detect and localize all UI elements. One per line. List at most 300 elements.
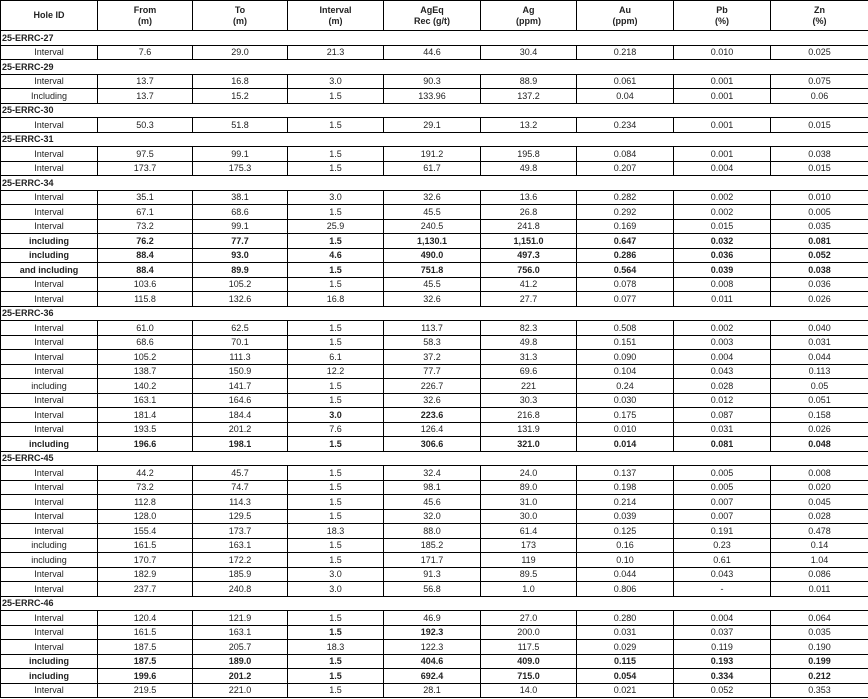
cell-from: 50.3 — [98, 118, 193, 133]
cell-au: 0.031 — [577, 625, 674, 640]
cell-pb: 0.015 — [674, 219, 771, 234]
cell-ageq: 751.8 — [384, 263, 481, 278]
cell-interval: 3.0 — [288, 190, 384, 205]
cell-au: 0.234 — [577, 118, 674, 133]
cell-from: 73.2 — [98, 480, 193, 495]
cell-to: 185.9 — [193, 567, 288, 582]
cell-zn: 0.015 — [771, 161, 868, 176]
cell-ag: 241.8 — [481, 219, 577, 234]
cell-interval: 1.5 — [288, 495, 384, 510]
cell-from: 163.1 — [98, 393, 193, 408]
cell-pb: 0.119 — [674, 640, 771, 655]
cell-to: 51.8 — [193, 118, 288, 133]
cell-pb: 0.028 — [674, 379, 771, 394]
hole-id-row — [1, 31, 868, 46]
cell-au: 0.044 — [577, 567, 674, 582]
cell-type: Interval — [1, 480, 98, 495]
cell-au: 0.10 — [577, 553, 674, 568]
cell-from: 76.2 — [98, 234, 193, 249]
cell-au: 0.207 — [577, 161, 674, 176]
cell-ageq: 223.6 — [384, 408, 481, 423]
cell-from: 170.7 — [98, 553, 193, 568]
cell-au: 0.010 — [577, 422, 674, 437]
cell-interval: 4.6 — [288, 248, 384, 263]
header-au — [577, 1, 674, 31]
table-row — [1, 248, 868, 263]
header-title: To — [234, 4, 246, 15]
cell-ag: 69.6 — [481, 364, 577, 379]
cell-from: 88.4 — [98, 263, 193, 278]
header-unit: (ppm) — [612, 15, 638, 26]
cell-zn: 0.075 — [771, 74, 868, 89]
cell-au: 0.039 — [577, 509, 674, 524]
cell-type: Interval — [1, 640, 98, 655]
cell-pb: 0.010 — [674, 45, 771, 60]
cell-type: including — [1, 437, 98, 452]
cell-zn: 0.081 — [771, 234, 868, 249]
cell-ageq: 32.6 — [384, 292, 481, 307]
header-title: From — [133, 4, 157, 15]
cell-interval: 25.9 — [288, 219, 384, 234]
cell-zn: 0.353 — [771, 683, 868, 698]
cell-ageq: 56.8 — [384, 582, 481, 597]
cell-au: 0.292 — [577, 205, 674, 220]
cell-type: Interval — [1, 422, 98, 437]
table-row — [1, 466, 868, 481]
cell-ag: 30.4 — [481, 45, 577, 60]
table-row — [1, 335, 868, 350]
cell-type: Interval — [1, 74, 98, 89]
cell-pb: 0.004 — [674, 350, 771, 365]
cell-type: Interval — [1, 625, 98, 640]
cell-interval: 3.0 — [288, 582, 384, 597]
header-unit: (m) — [328, 15, 343, 26]
cell-type: Interval — [1, 277, 98, 292]
cell-to: 89.9 — [193, 263, 288, 278]
cell-to: 163.1 — [193, 538, 288, 553]
cell-type: Interval — [1, 292, 98, 307]
cell-to: 15.2 — [193, 89, 288, 104]
hole-id-label: 25-ERRC-30 — [1, 103, 868, 118]
cell-ag: 119 — [481, 553, 577, 568]
cell-interval: 1.5 — [288, 538, 384, 553]
cell-zn: 0.113 — [771, 364, 868, 379]
cell-to: 70.1 — [193, 335, 288, 350]
hole-id-label: 25-ERRC-45 — [1, 451, 868, 466]
cell-zn: 0.011 — [771, 582, 868, 597]
cell-type: including — [1, 654, 98, 669]
cell-type: Interval — [1, 321, 98, 336]
cell-interval: 1.5 — [288, 437, 384, 452]
table-row — [1, 480, 868, 495]
cell-to: 121.9 — [193, 611, 288, 626]
cell-zn: 0.190 — [771, 640, 868, 655]
cell-zn: 1.04 — [771, 553, 868, 568]
header-row — [1, 1, 868, 31]
cell-ageq: 91.3 — [384, 567, 481, 582]
cell-to: 68.6 — [193, 205, 288, 220]
cell-ag: 137.2 — [481, 89, 577, 104]
cell-type: including — [1, 234, 98, 249]
cell-ag: 61.4 — [481, 524, 577, 539]
cell-from: 182.9 — [98, 567, 193, 582]
cell-interval: 1.5 — [288, 379, 384, 394]
table-row — [1, 74, 868, 89]
header-title: Au — [619, 4, 631, 15]
cell-pb: 0.052 — [674, 683, 771, 698]
cell-ageq: 90.3 — [384, 74, 481, 89]
cell-ageq: 306.6 — [384, 437, 481, 452]
cell-type: Interval — [1, 219, 98, 234]
cell-au: 0.24 — [577, 379, 674, 394]
cell-interval: 1.5 — [288, 335, 384, 350]
cell-ag: 27.0 — [481, 611, 577, 626]
cell-ageq: 61.7 — [384, 161, 481, 176]
cell-from: 88.4 — [98, 248, 193, 263]
cell-to: 99.1 — [193, 219, 288, 234]
header-ag — [481, 1, 577, 31]
cell-ag: 31.3 — [481, 350, 577, 365]
cell-ageq: 77.7 — [384, 364, 481, 379]
cell-zn: 0.010 — [771, 190, 868, 205]
cell-interval: 1.5 — [288, 466, 384, 481]
cell-type: Interval — [1, 495, 98, 510]
cell-pb: 0.043 — [674, 567, 771, 582]
cell-from: 181.4 — [98, 408, 193, 423]
cell-interval: 1.5 — [288, 234, 384, 249]
table-row — [1, 524, 868, 539]
cell-type: Interval — [1, 364, 98, 379]
cell-to: 29.0 — [193, 45, 288, 60]
header-pb — [674, 1, 771, 31]
cell-type: Interval — [1, 45, 98, 60]
cell-au: 0.078 — [577, 277, 674, 292]
cell-ageq: 126.4 — [384, 422, 481, 437]
cell-ageq: 37.2 — [384, 350, 481, 365]
cell-au: 0.104 — [577, 364, 674, 379]
cell-zn: 0.038 — [771, 147, 868, 162]
cell-ag: 89.5 — [481, 567, 577, 582]
cell-from: 193.5 — [98, 422, 193, 437]
cell-to: 173.7 — [193, 524, 288, 539]
cell-type: Interval — [1, 190, 98, 205]
cell-interval: 1.5 — [288, 393, 384, 408]
cell-interval: 1.5 — [288, 277, 384, 292]
cell-ag: 82.3 — [481, 321, 577, 336]
table-row — [1, 379, 868, 394]
cell-type: Interval — [1, 524, 98, 539]
cell-ag: 715.0 — [481, 669, 577, 684]
hole-id-row — [1, 451, 868, 466]
cell-ag: 409.0 — [481, 654, 577, 669]
cell-au: 0.151 — [577, 335, 674, 350]
cell-ag: 24.0 — [481, 466, 577, 481]
table-row — [1, 45, 868, 60]
table-row — [1, 683, 868, 698]
cell-pb: - — [674, 582, 771, 597]
cell-zn: 0.051 — [771, 393, 868, 408]
cell-zn: 0.045 — [771, 495, 868, 510]
table-row — [1, 582, 868, 597]
cell-to: 150.9 — [193, 364, 288, 379]
cell-zn: 0.06 — [771, 89, 868, 104]
cell-au: 0.16 — [577, 538, 674, 553]
table-row — [1, 234, 868, 249]
header-unit: (%) — [715, 15, 729, 26]
cell-au: 0.090 — [577, 350, 674, 365]
cell-pb: 0.039 — [674, 263, 771, 278]
cell-pb: 0.011 — [674, 292, 771, 307]
cell-from: 187.5 — [98, 640, 193, 655]
hole-id-label: 25-ERRC-34 — [1, 176, 868, 191]
table-row — [1, 611, 868, 626]
cell-pb: 0.007 — [674, 509, 771, 524]
table-row — [1, 277, 868, 292]
cell-type: Interval — [1, 350, 98, 365]
cell-ag: 756.0 — [481, 263, 577, 278]
cell-from: 7.6 — [98, 45, 193, 60]
cell-from: 97.5 — [98, 147, 193, 162]
cell-to: 99.1 — [193, 147, 288, 162]
cell-from: 199.6 — [98, 669, 193, 684]
cell-au: 0.286 — [577, 248, 674, 263]
cell-ageq: 45.5 — [384, 277, 481, 292]
header-title: Interval — [319, 4, 352, 15]
header-title: Pb — [716, 4, 728, 15]
cell-pb: 0.007 — [674, 495, 771, 510]
cell-from: 173.7 — [98, 161, 193, 176]
cell-type: and including — [1, 263, 98, 278]
table-row — [1, 538, 868, 553]
header-to — [193, 1, 288, 31]
header-unit: (%) — [812, 15, 827, 26]
cell-type: Interval — [1, 161, 98, 176]
cell-to: 93.0 — [193, 248, 288, 263]
cell-from: 44.2 — [98, 466, 193, 481]
cell-interval: 1.5 — [288, 147, 384, 162]
cell-from: 73.2 — [98, 219, 193, 234]
cell-ageq: 29.1 — [384, 118, 481, 133]
cell-interval: 3.0 — [288, 408, 384, 423]
table-row — [1, 89, 868, 104]
cell-type: including — [1, 553, 98, 568]
cell-ag: 89.0 — [481, 480, 577, 495]
header-title: Zn — [814, 4, 825, 15]
cell-ag: 117.5 — [481, 640, 577, 655]
cell-to: 74.7 — [193, 480, 288, 495]
cell-au: 0.175 — [577, 408, 674, 423]
cell-ageq: 185.2 — [384, 538, 481, 553]
cell-zn: 0.015 — [771, 118, 868, 133]
cell-zn: 0.020 — [771, 480, 868, 495]
cell-au: 0.198 — [577, 480, 674, 495]
cell-interval: 6.1 — [288, 350, 384, 365]
cell-au: 0.115 — [577, 654, 674, 669]
cell-ageq: 404.6 — [384, 654, 481, 669]
cell-zn: 0.044 — [771, 350, 868, 365]
cell-ag: 131.9 — [481, 422, 577, 437]
cell-zn: 0.035 — [771, 625, 868, 640]
hole-id-label: 25-ERRC-27 — [1, 31, 868, 46]
cell-ageq: 171.7 — [384, 553, 481, 568]
cell-to: 198.1 — [193, 437, 288, 452]
cell-type: Including — [1, 89, 98, 104]
cell-au: 0.125 — [577, 524, 674, 539]
cell-interval: 16.8 — [288, 292, 384, 307]
cell-from: 67.1 — [98, 205, 193, 220]
cell-interval: 1.5 — [288, 118, 384, 133]
table-row — [1, 364, 868, 379]
cell-type: Interval — [1, 509, 98, 524]
cell-pb: 0.003 — [674, 335, 771, 350]
cell-interval: 18.3 — [288, 524, 384, 539]
cell-ag: 13.6 — [481, 190, 577, 205]
cell-to: 111.3 — [193, 350, 288, 365]
cell-from: 35.1 — [98, 190, 193, 205]
cell-ag: 200.0 — [481, 625, 577, 640]
cell-interval: 1.5 — [288, 161, 384, 176]
cell-ageq: 192.3 — [384, 625, 481, 640]
cell-au: 0.282 — [577, 190, 674, 205]
cell-ageq: 240.5 — [384, 219, 481, 234]
cell-ag: 173 — [481, 538, 577, 553]
header-from — [98, 1, 193, 31]
header-title: Ag — [522, 4, 535, 15]
cell-type: Interval — [1, 408, 98, 423]
cell-zn: 0.086 — [771, 567, 868, 582]
cell-pb: 0.61 — [674, 553, 771, 568]
cell-ag: 41.2 — [481, 277, 577, 292]
cell-ag: 30.3 — [481, 393, 577, 408]
cell-to: 201.2 — [193, 422, 288, 437]
cell-type: Interval — [1, 205, 98, 220]
cell-zn: 0.052 — [771, 248, 868, 263]
cell-interval: 21.3 — [288, 45, 384, 60]
hole-id-label: 25-ERRC-29 — [1, 60, 868, 75]
cell-pb: 0.037 — [674, 625, 771, 640]
hole-id-row — [1, 60, 868, 75]
cell-ag: 321.0 — [481, 437, 577, 452]
cell-type: Interval — [1, 567, 98, 582]
header-hole-id — [1, 1, 98, 31]
cell-from: 13.7 — [98, 89, 193, 104]
cell-zn: 0.028 — [771, 509, 868, 524]
table-row — [1, 321, 868, 336]
cell-ageq: 98.1 — [384, 480, 481, 495]
table-row — [1, 408, 868, 423]
cell-au: 0.061 — [577, 74, 674, 89]
cell-interval: 7.6 — [288, 422, 384, 437]
header-ageq — [384, 1, 481, 31]
cell-from: 128.0 — [98, 509, 193, 524]
table-row — [1, 567, 868, 582]
cell-zn: 0.005 — [771, 205, 868, 220]
cell-ageq: 32.6 — [384, 190, 481, 205]
hole-id-label: 25-ERRC-36 — [1, 306, 868, 321]
cell-zn: 0.14 — [771, 538, 868, 553]
cell-ageq: 32.0 — [384, 509, 481, 524]
cell-interval: 1.5 — [288, 480, 384, 495]
cell-pb: 0.012 — [674, 393, 771, 408]
cell-to: 132.6 — [193, 292, 288, 307]
cell-zn: 0.478 — [771, 524, 868, 539]
cell-interval: 1.5 — [288, 683, 384, 698]
cell-au: 0.280 — [577, 611, 674, 626]
cell-from: 112.8 — [98, 495, 193, 510]
cell-ag: 13.2 — [481, 118, 577, 133]
cell-to: 77.7 — [193, 234, 288, 249]
cell-au: 0.214 — [577, 495, 674, 510]
cell-ageq: 28.1 — [384, 683, 481, 698]
cell-ageq: 490.0 — [384, 248, 481, 263]
cell-au: 0.029 — [577, 640, 674, 655]
table-row — [1, 509, 868, 524]
cell-to: 163.1 — [193, 625, 288, 640]
cell-from: 68.6 — [98, 335, 193, 350]
cell-pb: 0.001 — [674, 89, 771, 104]
cell-au: 0.077 — [577, 292, 674, 307]
cell-zn: 0.199 — [771, 654, 868, 669]
cell-interval: 1.5 — [288, 321, 384, 336]
cell-to: 114.3 — [193, 495, 288, 510]
cell-ag: 1,151.0 — [481, 234, 577, 249]
cell-ag: 49.8 — [481, 161, 577, 176]
hole-id-label: 25-ERRC-46 — [1, 596, 868, 611]
cell-pb: 0.23 — [674, 538, 771, 553]
table-row — [1, 437, 868, 452]
cell-interval: 12.2 — [288, 364, 384, 379]
table-row — [1, 625, 868, 640]
cell-zn: 0.158 — [771, 408, 868, 423]
table-row — [1, 654, 868, 669]
table-row — [1, 393, 868, 408]
cell-from: 140.2 — [98, 379, 193, 394]
cell-pb: 0.002 — [674, 190, 771, 205]
cell-zn: 0.026 — [771, 422, 868, 437]
table-row — [1, 640, 868, 655]
cell-pb: 0.005 — [674, 480, 771, 495]
cell-pb: 0.004 — [674, 611, 771, 626]
cell-ageq: 226.7 — [384, 379, 481, 394]
cell-to: 141.7 — [193, 379, 288, 394]
cell-interval: 1.5 — [288, 263, 384, 278]
cell-zn: 0.035 — [771, 219, 868, 234]
cell-type: Interval — [1, 118, 98, 133]
cell-interval: 3.0 — [288, 567, 384, 582]
cell-ageq: 113.7 — [384, 321, 481, 336]
cell-ag: 30.0 — [481, 509, 577, 524]
cell-au: 0.806 — [577, 582, 674, 597]
cell-zn: 0.212 — [771, 669, 868, 684]
table-row — [1, 422, 868, 437]
cell-ag: 49.8 — [481, 335, 577, 350]
cell-from: 161.5 — [98, 538, 193, 553]
cell-ageq: 692.4 — [384, 669, 481, 684]
header-unit: (ppm) — [516, 15, 541, 26]
cell-zn: 0.038 — [771, 263, 868, 278]
cell-pb: 0.001 — [674, 147, 771, 162]
cell-au: 0.084 — [577, 147, 674, 162]
cell-to: 172.2 — [193, 553, 288, 568]
cell-ageq: 32.4 — [384, 466, 481, 481]
cell-pb: 0.087 — [674, 408, 771, 423]
cell-type: Interval — [1, 393, 98, 408]
cell-ag: 216.8 — [481, 408, 577, 423]
hole-id-row — [1, 103, 868, 118]
cell-interval: 1.5 — [288, 89, 384, 104]
header-title: AgEq — [420, 4, 444, 15]
cell-zn: 0.05 — [771, 379, 868, 394]
